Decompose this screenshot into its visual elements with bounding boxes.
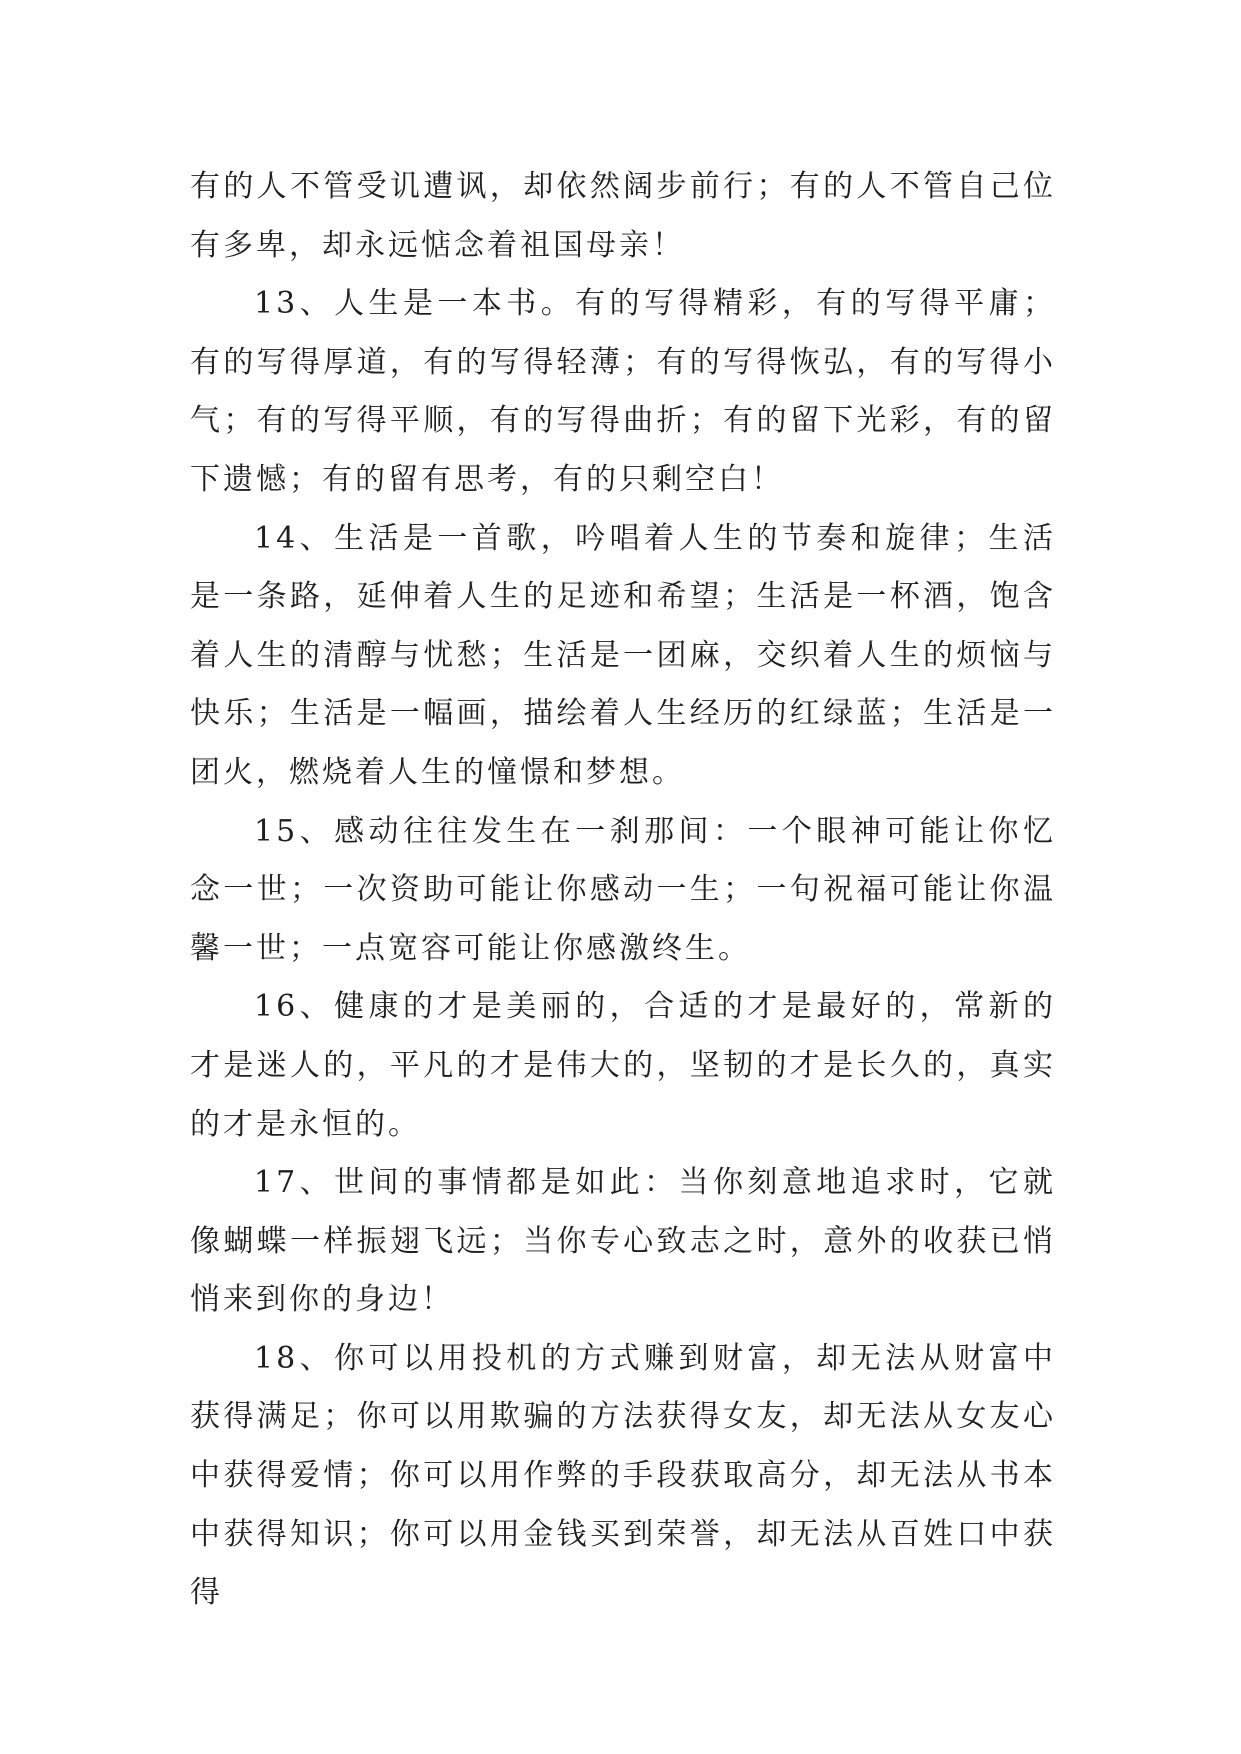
paragraph-14: 14、生活是一首歌，吟唱着人生的节奏和旋律；生活是一条路，延伸着人生的足迹和希望；生活是一杯酒，饱含着人生的清醇与忧愁；生活是一团麻，交织着人生的烦恼与快乐；生活是一幅画，描绘着人生经历的红绿蓝；生活是一团火，燃烧着人生的憧憬和梦想。 <box>190 520 1056 790</box>
paragraph-18: 18、你可以用投机的方式赚到财富，却无法从财富中获得满足；你可以用欺骗的方法获得女友，却无法从女友心中获得爱情；你可以用作弊的手段获取高分，却无法从书本中获得知识；你可以用金钱买到荣誉，却无法从百姓口中获得 <box>190 1340 1056 1611</box>
document-body <box>190 158 1056 1623</box>
paragraph-1: 有的人不管受讥遭讽，却依然阔步前行；有的人不管自己位有多卑，却永远惦念着祖国母亲！ <box>190 169 1056 263</box>
paragraph-15: 15、感动往往发生在一刹那间：一个眼神可能让你忆念一世；一次资助可能让你感动一生；一句祝福可能让你温馨一世；一点宽容可能让你感激终生。 <box>190 813 1056 966</box>
paragraph-13: 13、人生是一本书。有的写得精彩，有的写得平庸；有的写得厚道，有的写得轻薄；有的写得恢弘，有的写得小气；有的写得平顺，有的写得曲折；有的留下光彩，有的留下遗憾；有的留有思考，有的只剩空白！ <box>190 286 1056 497</box>
paragraph-16: 16、健康的才是美丽的，合适的才是最好的，常新的才是迷人的，平凡的才是伟大的，坚韧的才是长久的，真实的才是永恒的。 <box>190 989 1056 1142</box>
paragraph-17: 17、世间的事情都是如此：当你刻意地追求时，它就像蝴蝶一样振翅飞远；当你专心致志之时，意外的收获已悄悄来到你的身边！ <box>190 1165 1056 1318</box>
